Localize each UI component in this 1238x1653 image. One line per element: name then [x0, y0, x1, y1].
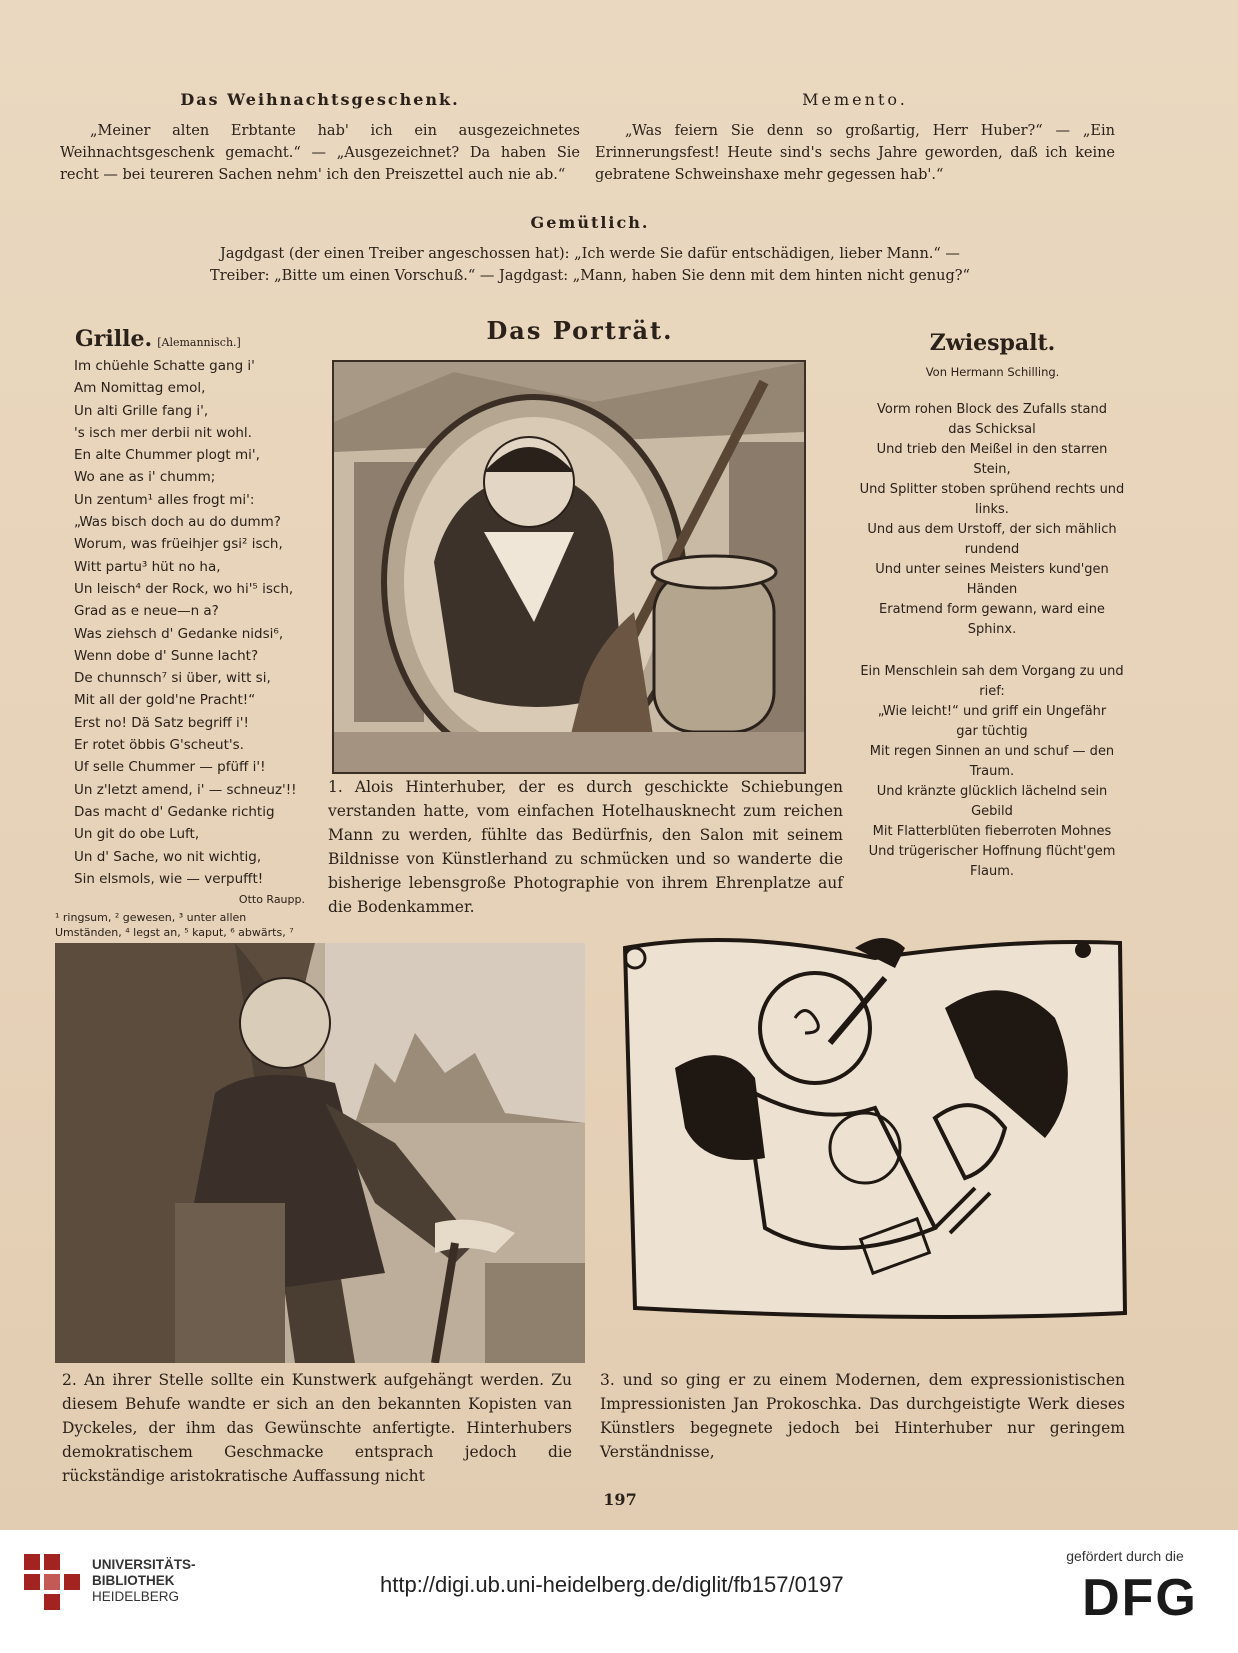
zwiespalt-author: Von Hermann Schilling. — [925, 365, 1060, 379]
zwiespalt-stanza-1: Vorm rohen Block des Zufalls stand das Schicksal Und trieb den Meißel in den starren Stein, Und Splitter stoben sprühend rechts und links. Und aus dem Urstoff, der sich mählich rundend Und unter seines Meisters kund'gen Händen Eratmend form gewann, ward eine Sphinx. — [859, 402, 1125, 637]
illustration-photograph-attic — [332, 360, 806, 774]
grille-footnotes: ¹ ringsum, ² gewesen, ³ unter allen Umständen, ⁴ legst an, ⁵ kaput, ⁶ abwärts, ⁷ — [55, 911, 294, 939]
gemuetlich-title: Gemütlich. — [530, 213, 650, 232]
gemuetlich-line2: Treiber: „Bitte um einen Vorschuß.“ — Jagdgast: „Mann, haben Sie denn mit dem hinten nicht genug?“ — [210, 268, 970, 284]
gemuetlich-line1: Jagdgast (der einen Treiber angeschossen hat): „Ich werde Sie dafür entschädigen, lieber Mann.“ — — [220, 246, 960, 262]
grille-title: Grille. — [75, 326, 153, 352]
caption-1: 1. Alois Hinterhuber, der es durch geschickte Schiebungen verstanden hatte, vom einfachen Hotelhausknecht zum reichen Mann zu werden, fühlte das Bedürfnis, den Salon mit seinem Bildnisse von Künstlerhand zu schmücken und so wanderte die bisherige lebensgroße Photographie von ihrem Ehrenplatze auf die Bodenkammer. — [328, 778, 843, 916]
footer-bar — [0, 1530, 1238, 1653]
zwiespalt-stanza-2: Ein Menschlein sah dem Vorgang zu und rief: „Wie leicht!“ und griff ein Ungefähr gar tüchtig Mit regen Sinnen an und schuf — den Traum. Und kränzte glücklich lächelnd sein Gebild Mit Flatterblüten fieberroten Mohnes Und trügerischer Hoffnung flücht'gem Flaum. — [860, 664, 1124, 879]
dfg-logo: DFG — [1082, 1569, 1198, 1627]
source-url-link[interactable]: http://digi.ub.uni-heidelberg.de/diglit/fb157/0197 — [380, 1572, 844, 1597]
grille-subtitle: [Alemannisch.] — [157, 336, 241, 349]
caption-2: 2. An ihrer Stelle sollte ein Kunstwerk aufgehängt werden. Zu diesem Behufe wandte er sich an den bekannten Kopisten van Dyckeles, der ihm das Gewünschte anfertigte. Hinterhubers demokratischem Geschmacke entsprach jedoch die rückständige aristokratische Auffassung nicht — [62, 1371, 572, 1485]
weihnachtsgeschenk-text: „Meiner alten Erbtante hab' ich ein ausgezeichnetes Weihnachtsgeschenk gemacht.“ — „Ausgezeichnet? Da haben Sie recht — bei teureren Sachen nehm' ich den Preiszettel auch nie ab.“ — [60, 123, 580, 183]
library-name-line-3: HEIDELBERG — [92, 1589, 180, 1604]
page-number: 197 — [603, 1490, 637, 1509]
university-library-logo-icon — [20, 1550, 84, 1614]
grille-poem: Im chüehle Schatte gang i' Am Nomittag emol, Un alti Grille fang i', 's isch mer derbii nit wohl. En alte Chummer plogt mi', Wo ane as i' chumm; Un zentum¹ alles frogt mi': „Was bisch doch au do dumm? Worum, was früeihjer gsi² isch, Witt partu³ hüt no ha, Un leisch⁴ der Rock, wo hi'⁵ isch, Grad as e neue—n a? Was ziehsch d' Gedanke nidsi⁶, Wenn dobe d' Sunne lacht? De chunnsch⁷ si über, witt si, Mit all der gold'ne Pracht!“ Erst no! Dä Satz begriff i'! Er rotet öbbis G'scheut's. Uf selle Chummer — pfüff i'! Un z'letzt amend, i' — schneuz'!! Das macht d' Gedanke richtig Un git do obe Luft, Un d' Sache, wo nit wichtig, Sin elsmols, wie — verpufft! — [74, 358, 297, 887]
portraet-title: Das Porträt. — [486, 316, 674, 345]
zwiespalt-title: Zwiespalt. — [929, 330, 1056, 356]
grille-heading — [75, 326, 315, 352]
memento-title: Memento. — [802, 90, 908, 109]
illustration-expressionist-portrait — [615, 928, 1135, 1326]
weihnachtsgeschenk-title: Das Weihnachtsgeschenk. — [180, 90, 460, 109]
funded-by-label: gefördert durch die — [1066, 1548, 1184, 1564]
library-name-line-1: UNIVERSITÄTS- — [92, 1557, 196, 1572]
library-name — [92, 1557, 196, 1605]
illustration-copyist-portrait — [55, 943, 585, 1363]
library-name-line-2: BIBLIOTHEK — [92, 1573, 175, 1588]
caption-3: 3. und so ging er zu einem Modernen, dem expressionistischen Impressionisten Jan Prokoschka. Das durchgeistigte Werk dieses Künstlers begegnete jedoch bei Hinterhuber nur geringem Verständnisse, — [600, 1371, 1125, 1461]
memento-text: „Was feiern Sie denn so großartig, Herr Huber?“ — „Ein Erinnerungsfest! Heute sind's sechs Jahre geworden, daß ich keine gebratene Schweinshaxe mehr gegessen hab'.“ — [595, 123, 1115, 183]
grille-author: Otto Raupp. — [238, 893, 305, 906]
